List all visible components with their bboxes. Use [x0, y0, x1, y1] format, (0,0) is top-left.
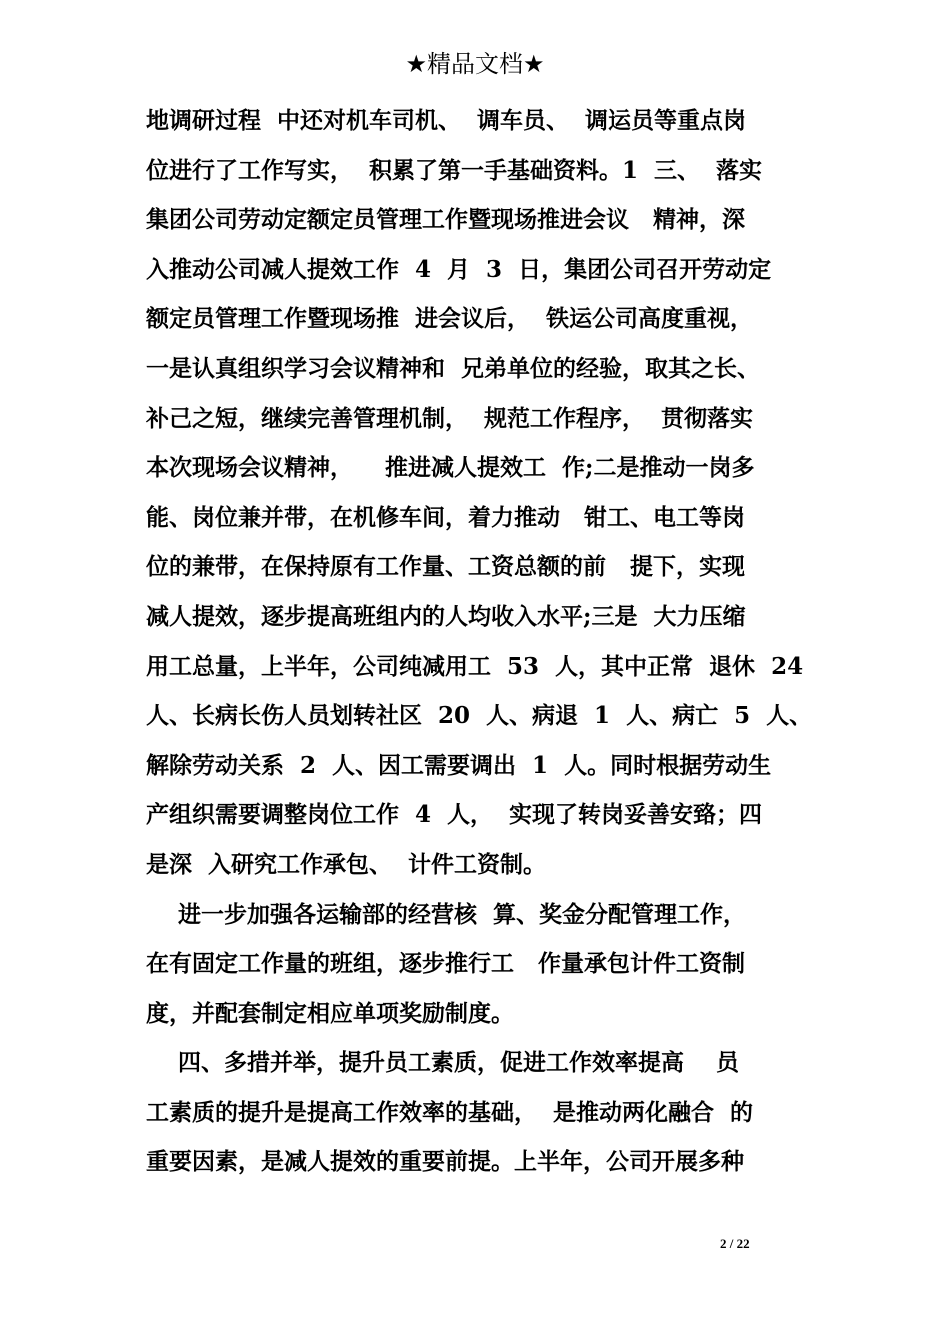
document-body — [146, 96, 813, 1187]
body-line: 额定员管理工作暨现场推 进会议后， 铁运公司高度重视， — [146, 305, 754, 333]
body-line: 补己之短，继续完善管理机制， 规范工作程序， 贯彻落实 — [146, 404, 754, 432]
body-line: 四、多措并举，提升员工素质，促进工作效率提高 员 — [146, 1049, 740, 1077]
body-line: 集团公司劳动定额定员管理工作暨现场推进会议 精神，深 — [146, 206, 746, 234]
body-line: 工素质的提升是提高工作效率的基础， 是推动两化融合 的 — [146, 1098, 754, 1126]
body-line: 在有固定工作量的班组，逐步推行工 作量承包计件工资制 — [146, 950, 746, 978]
page-header-title: ★精品文档★ — [405, 50, 545, 78]
body-line: 人、长病长伤人员划转社区 20 人、病退 1 人、病亡 5 人、 — [146, 702, 813, 730]
body-line: 用工总量，上半年，公司纯减用工 53 人，其中正常 退休 24 — [146, 652, 804, 680]
body-line: 地调研过程 中还对机车司机、 调车员、 调运员等重点岗 — [146, 107, 747, 134]
body-line: 重要因素，是减人提效的重要前提。上半年，公司开展多种 — [146, 1148, 744, 1176]
page-number: 2 / 22 — [720, 1236, 750, 1251]
body-line: 入推动公司减人提效工作 4 月 3 日，集团公司召开劳动定 — [146, 255, 772, 283]
body-line: 位的兼带，在保持原有工作量、工资总额的前 提下，实现 — [146, 553, 746, 581]
body-line: 一是认真组织学习会议精神和 兄弟单位的经验，取其之长、 — [146, 354, 761, 382]
body-line: 位进行了工作写实， 积累了第一手基础资料。1 三、 落实 — [146, 156, 763, 184]
body-line: 减人提效，逐步提高班组内的人均收入水平;三是 大力压缩 — [146, 602, 746, 630]
body-line: 度，并配套制定相应单项奖励制度。 — [146, 999, 514, 1027]
body-line: 产组织需要调整岗位工作 4 人， 实现了转岗妥善安臵；四 — [146, 801, 763, 829]
body-line: 能、岗位兼并带，在机修车间，着力推动 钳工、电工等岗 — [146, 503, 746, 531]
body-line: 本次现场会议精神， 推进减人提效工 作;二是推动一岗多 — [146, 454, 755, 482]
body-line: 进一步加强各运输部的经营核 算、奖金分配管理工作， — [146, 900, 747, 928]
body-line: 解除劳动关系 2 人、因工需要调出 1 人。同时根据劳动生 — [146, 751, 772, 779]
body-line: 是深 入研究工作承包、 计件工资制。 — [146, 850, 547, 878]
